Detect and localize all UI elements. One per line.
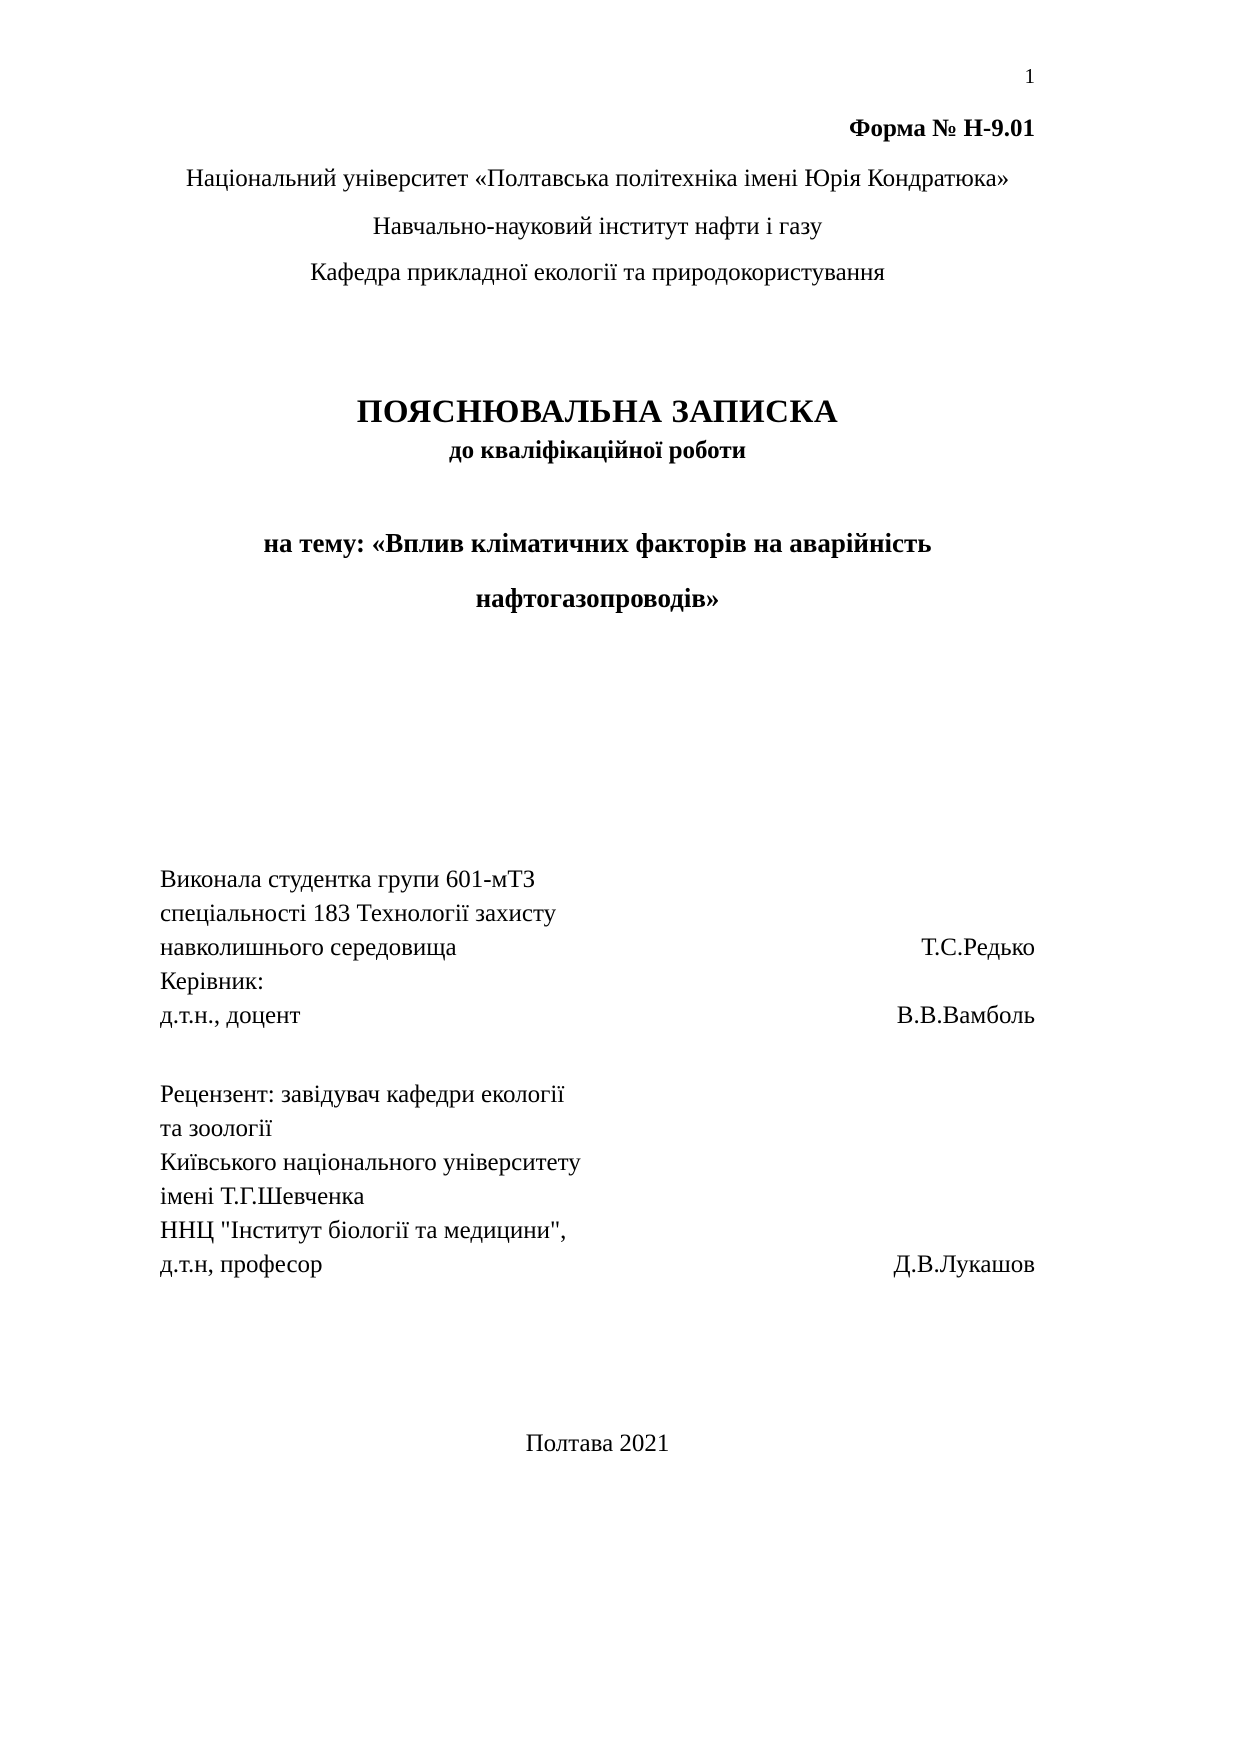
author-line-text: Виконала студентка групи 601-мТЗ (160, 866, 536, 893)
reviewer-line (160, 1180, 1035, 1214)
form-number-label: Форма № Н-9.01 (849, 115, 1035, 142)
reviewer-block (160, 1078, 1035, 1282)
institute-name: Навчально-науковий інститут нафти і газу (372, 213, 823, 240)
document-title: ПОЯСНЮВАЛЬНА ЗАПИСКА (356, 394, 839, 430)
author-line (160, 931, 1035, 965)
author-line-name: Т.С.Редько (921, 934, 1035, 961)
author-line-text: спеціальності 183 Технології захисту (160, 900, 557, 927)
reviewer-line-text: д.т.н, професор (160, 1251, 323, 1278)
reviewer-line-text: ННЦ "Інститут біології та медицини", (160, 1217, 567, 1244)
author-line (160, 965, 1035, 999)
department-name: Кафедра прикладної екології та природокористування (310, 259, 885, 286)
author-line-text: д.т.н., доцент (160, 1002, 301, 1029)
reviewer-line (160, 1078, 1035, 1112)
author-line-text: Керівник: (160, 968, 264, 995)
reviewer-line-text: та зоології (160, 1115, 273, 1142)
reviewer-line-text: імені Т.Г.Шевченка (160, 1183, 365, 1210)
reviewer-line-text: Рецензент: завідувач кафедри екології (160, 1081, 565, 1108)
author-line (160, 897, 1035, 931)
reviewer-line (160, 1146, 1035, 1180)
author-line (160, 999, 1035, 1033)
author-line-text: навколишнього середовища (160, 934, 457, 961)
page-number: 1 (1024, 64, 1035, 88)
reviewer-line-text: Київського національного університету (160, 1149, 581, 1176)
document-subtitle: до кваліфікаційної роботи (448, 437, 747, 464)
reviewer-line (160, 1112, 1035, 1146)
reviewer-line (160, 1214, 1035, 1248)
university-name: Національний університет «Полтавська політехніка імені Юрія Кондратюка» (185, 165, 1010, 192)
author-line (160, 863, 1035, 897)
reviewer-line-name: Д.В.Лукашов (893, 1251, 1035, 1278)
topic-line-1: на тему: «Вплив кліматичних факторів на аварійність (263, 528, 932, 558)
author-block (160, 863, 1035, 1033)
city-year-line: Полтава 2021 (525, 1430, 670, 1457)
author-line-name: В.В.Вамболь (896, 1002, 1035, 1029)
reviewer-line (160, 1248, 1035, 1282)
topic-line-2: нафтогазопроводів» (475, 583, 720, 613)
